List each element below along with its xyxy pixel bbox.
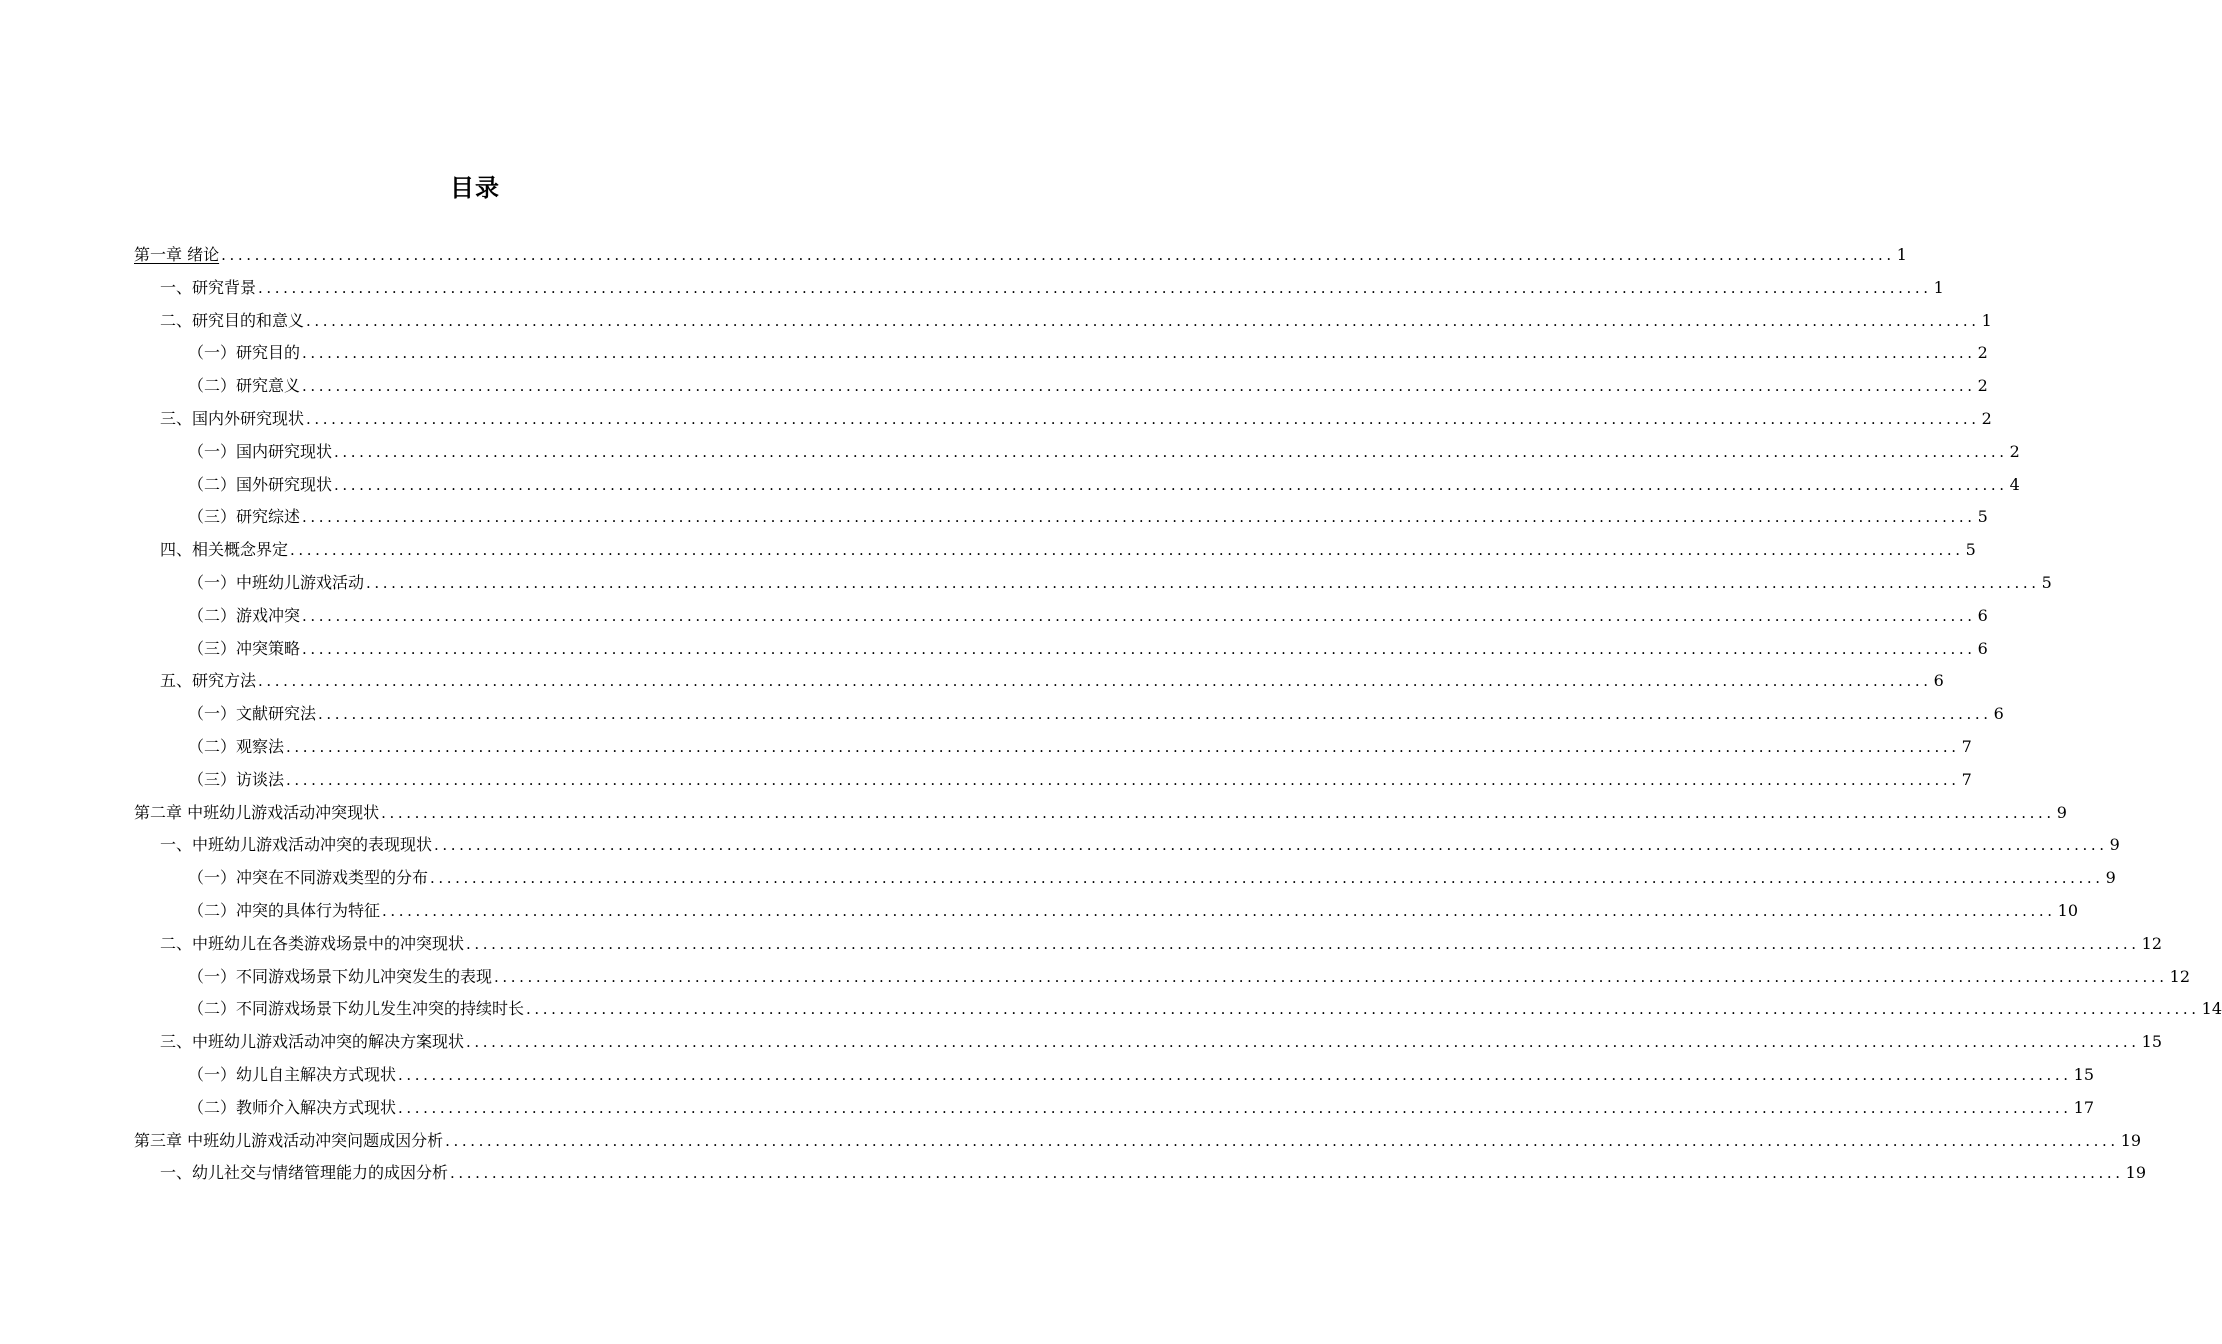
toc-dot-leader: ........................................................................................................................................................................................................ (466, 934, 2140, 953)
toc-entry-label: 四、相关概念界定 (160, 540, 289, 560)
toc-entry-label: （二）不同游戏场景下幼儿发生冲突的持续时长 (188, 999, 525, 1019)
toc-entry[interactable] (188, 429, 2020, 462)
toc-entry-label: 第一章 绪论 (134, 245, 220, 264)
toc-dot-leader: ........................................................................................................................................................................................................ (302, 606, 1976, 625)
toc-page-number: 1 (1981, 310, 1992, 330)
toc-page-number: 9 (2056, 802, 2067, 822)
toc-entry-label: 二、研究目的和意义 (160, 310, 305, 330)
toc-page-number: 17 (2073, 1097, 2094, 1117)
toc-dot-leader: ........................................................................................................................................................................................................ (381, 803, 2055, 822)
toc-page-number: 6 (1993, 704, 2004, 724)
toc-entry[interactable] (160, 921, 2162, 954)
toc-entry[interactable] (188, 888, 2078, 921)
toc-page-number: 6 (1933, 671, 1944, 691)
toc-entry-label: （二）冲突的具体行为特征 (188, 901, 381, 920)
toc-entry-label: （二）游戏冲突 (188, 605, 301, 625)
toc-entry-label: （一）研究目的 (188, 343, 301, 363)
toc-page-number: 1 (1933, 277, 1944, 297)
toc-page-number: 14 (2201, 999, 2222, 1019)
toc-page-number: 12 (2169, 966, 2190, 986)
toc-page-number: 5 (1977, 507, 1988, 527)
toc-entry[interactable] (188, 1052, 2094, 1085)
toc-entry-label: 二、中班幼儿在各类游戏场景中的冲突现状 (160, 933, 465, 953)
toc-entry[interactable] (160, 1150, 2146, 1183)
toc-dot-leader: ........................................................................................................................................................................................................ (302, 344, 1976, 363)
toc-page-number: 4 (2009, 474, 2020, 494)
toc-entry-label: 第二章 中班幼儿游戏活动冲突现状 (134, 802, 380, 822)
toc-dot-leader: ........................................................................................................................................................................................................ (494, 967, 2168, 986)
toc-entry-label: （三）研究综述 (188, 507, 301, 527)
toc-dot-leader: ........................................................................................................................................................................................................ (286, 738, 1960, 756)
toc-dot-leader: ........................................................................................................................................................................................................ (430, 869, 2104, 888)
toc-entry-label: （二）教师介入解决方式现状 (188, 1097, 397, 1117)
toc-entry[interactable] (160, 298, 1992, 331)
toc-entry[interactable] (160, 527, 1976, 560)
toc-entry[interactable] (188, 954, 2190, 987)
toc-entry-label: 三、国内外研究现状 (160, 409, 305, 428)
toc-dot-leader: ........................................................................................................................................................................................................ (258, 672, 1932, 691)
toc-page-number: 15 (2141, 1032, 2162, 1052)
toc-entry[interactable] (188, 462, 2020, 495)
toc-dot-leader: ........................................................................................................................................................................................................ (258, 278, 1932, 297)
toc-entry-label: （一）文献研究法 (188, 704, 317, 724)
toc-dot-leader: ........................................................................................................................................................................................................ (306, 311, 1980, 330)
toc-entry-label: （一）中班幼儿游戏活动 (188, 573, 365, 592)
toc-page-number: 2 (1977, 343, 1988, 363)
toc-dot-leader: ........................................................................................................................................................................................................ (334, 475, 2008, 494)
toc-page-number: 6 (1977, 605, 1988, 625)
toc-page-number: 5 (2041, 573, 2052, 592)
toc-dot-leader: ........................................................................................................................................................................................................ (434, 836, 2108, 855)
toc-entry[interactable] (188, 1085, 2094, 1118)
toc-entry-label: （三）访谈法 (188, 769, 285, 789)
toc-page-number: 9 (2105, 868, 2116, 888)
toc-dot-leader: ........................................................................................................................................................................................................ (445, 1131, 2119, 1150)
toc-entry[interactable] (160, 396, 1992, 429)
toc-dot-leader: ........................................................................................................................................................................................................ (302, 377, 1976, 396)
toc-entry[interactable] (160, 1019, 2162, 1052)
toc-entry-label: 一、幼儿社交与情绪管理能力的成因分析 (160, 1163, 449, 1183)
toc-entry-label: 一、中班幼儿游戏活动冲突的表现现状 (160, 835, 433, 855)
toc-page-number: 10 (2057, 901, 2078, 920)
toc-entry-label: 三、中班幼儿游戏活动冲突的解决方案现状 (160, 1032, 465, 1052)
toc-page-number: 15 (2073, 1065, 2094, 1084)
toc-dot-leader: ........................................................................................................................................................................................................ (306, 410, 1980, 428)
toc-page-number: 6 (1977, 638, 1988, 658)
toc-entry[interactable] (188, 330, 1988, 363)
toc-dot-leader: ........................................................................................................................................................................................................ (318, 705, 1992, 724)
toc-entry[interactable] (188, 560, 2052, 593)
toc-dot-leader: ........................................................................................................................................................................................................ (398, 1098, 2072, 1117)
toc-page-number: 19 (2125, 1163, 2146, 1183)
toc-entry-label: （一）不同游戏场景下幼儿冲突发生的表现 (188, 966, 493, 986)
toc-page-number: 9 (2109, 835, 2120, 855)
toc-dot-leader: ........................................................................................................................................................................................................ (221, 246, 1895, 264)
toc-page-number: 7 (1961, 769, 1972, 789)
toc-page-number: 5 (1965, 540, 1976, 560)
toc-page-number: 19 (2120, 1130, 2142, 1150)
toc-page-number: 1 (1896, 245, 1907, 264)
toc-entry[interactable] (188, 691, 2004, 724)
toc-entry[interactable] (188, 494, 1988, 527)
toc-entry[interactable] (188, 363, 1988, 396)
toc-entry[interactable] (188, 724, 1972, 757)
toc-entry[interactable] (134, 232, 1907, 265)
toc-entry[interactable] (188, 986, 2222, 1019)
toc-dot-leader: ........................................................................................................................................................................................................ (366, 574, 2040, 592)
toc-entry[interactable] (188, 757, 1972, 790)
toc-title: 目录 (450, 174, 500, 202)
toc-dot-leader: ........................................................................................................................................................................................................ (302, 639, 1976, 658)
toc-dot-leader: ........................................................................................................................................................................................................ (382, 902, 2056, 920)
toc-dot-leader: ........................................................................................................................................................................................................ (290, 541, 1964, 560)
toc-entry[interactable] (188, 626, 1988, 659)
toc-page-number: 7 (1961, 737, 1972, 756)
toc-entry[interactable] (160, 822, 2120, 855)
toc-entry[interactable] (160, 265, 1944, 298)
toc-dot-leader: ........................................................................................................................................................................................................ (526, 1000, 2200, 1019)
toc-entry-label: （一）冲突在不同游戏类型的分布 (188, 868, 429, 888)
toc-entry-label: （二）观察法 (188, 737, 285, 756)
toc-entry[interactable] (134, 790, 2067, 823)
toc-entry-label: （二）国外研究现状 (188, 474, 333, 494)
toc-dot-leader: ........................................................................................................................................................................................................ (450, 1164, 2124, 1183)
toc-entry-label: （一）国内研究现状 (188, 441, 333, 461)
toc-entry-label: （三）冲突策略 (188, 638, 301, 658)
toc-dot-leader: ........................................................................................................................................................................................................ (334, 442, 2008, 461)
toc-page-number: 2 (2009, 441, 2020, 461)
toc-entry[interactable] (188, 855, 2116, 888)
toc-page-number: 12 (2141, 933, 2162, 953)
toc-dot-leader: ........................................................................................................................................................................................................ (466, 1033, 2140, 1052)
toc-entry-label: （二）研究意义 (188, 376, 301, 396)
toc-entry[interactable] (188, 593, 1988, 626)
toc-dot-leader: ........................................................................................................................................................................................................ (398, 1066, 2072, 1084)
toc-dot-leader: ........................................................................................................................................................................................................ (286, 770, 1960, 789)
toc-entry-label: 五、研究方法 (160, 671, 257, 691)
toc-page-number: 2 (1977, 376, 1988, 396)
toc-entry[interactable] (134, 1118, 2142, 1151)
toc-entry-label: （一）幼儿自主解决方式现状 (188, 1065, 397, 1084)
toc-entry[interactable] (160, 658, 1944, 691)
toc-entry-label: 第三章 中班幼儿游戏活动冲突问题成因分析 (134, 1130, 444, 1150)
toc-entry-label: 一、研究背景 (160, 277, 257, 297)
toc-dot-leader: ........................................................................................................................................................................................................ (302, 508, 1976, 527)
toc-page-number: 2 (1981, 409, 1992, 428)
